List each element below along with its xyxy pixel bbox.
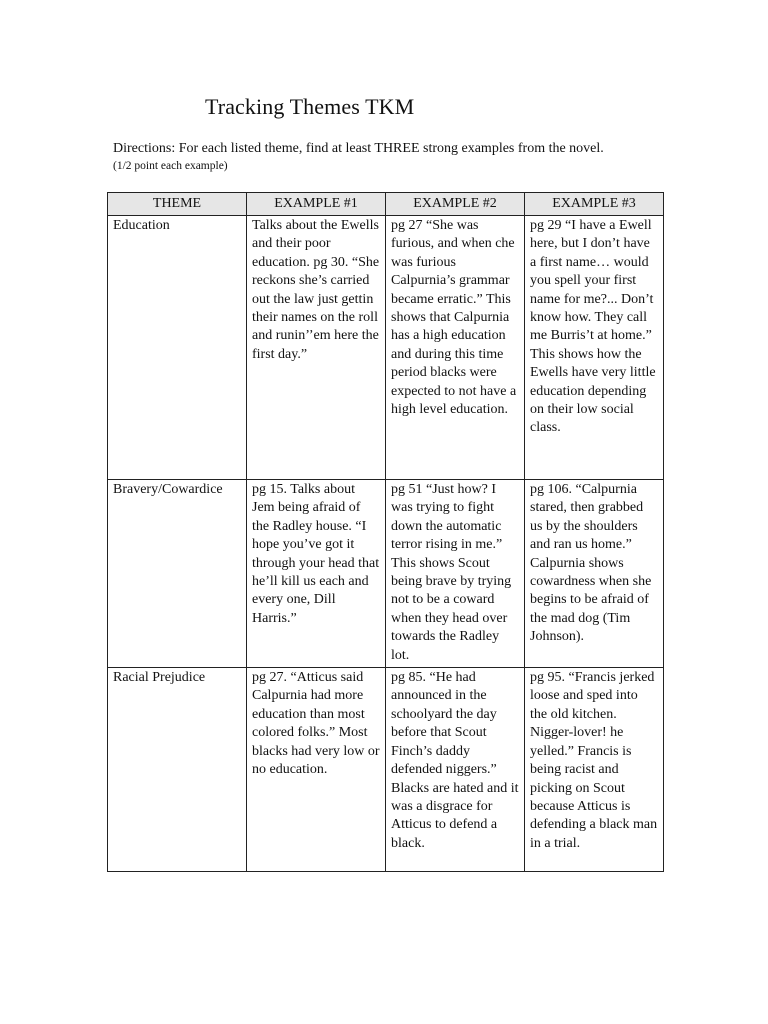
theme-cell: Bravery/Cowardice — [108, 480, 247, 668]
table-row — [108, 480, 664, 668]
example-cell: pg 95. “Francis jerked loose and sped into the old kitchen. Nigger-lover! he yelled.” Francis is being racist and picking on Scout because Atticus is defending a black man in a trial. — [525, 668, 664, 872]
header-example-2: EXAMPLE #2 — [386, 193, 525, 216]
table-row — [108, 668, 664, 872]
header-example-3: EXAMPLE #3 — [525, 193, 664, 216]
example-cell: pg 85. “He had announced in the schoolyard the day before that Scout Finch’s daddy defended niggers.” Blacks are hated and it was a disgrace for Atticus to defend a black. — [386, 668, 525, 872]
example-cell: pg 15. Talks about Jem being afraid of the Radley house. “I hope you’ve got it through your head that he’ll kill us each and every one, Dill Harris.” — [247, 480, 386, 668]
header-theme: THEME — [108, 193, 247, 216]
theme-cell: Racial Prejudice — [108, 668, 247, 872]
example-cell: pg 27 “She was furious, and when che was furious Calpurnia’s grammar became erratic.” This shows that Calpurnia has a high education and during this time period blacks were expected to not have a high level education. — [386, 216, 525, 480]
page-title: Tracking Themes TKM — [205, 94, 415, 119]
header-example-1: EXAMPLE #1 — [247, 193, 386, 216]
themes-table — [107, 192, 664, 872]
scoring-note: (1/2 point each example) — [113, 160, 228, 172]
example-cell: Talks about the Ewells and their poor education. pg 30. “She reckons she’s carried out the law just gettin their names on the roll and runin’’em here the first day.” — [247, 216, 386, 480]
directions-text: Directions: For each listed theme, find at least THREE strong examples from the novel. — [113, 141, 604, 156]
example-cell: pg 27. “Atticus said Calpurnia had more education than most colored folks.” Most blacks had very low or no education. — [247, 668, 386, 872]
theme-cell: Education — [108, 216, 247, 480]
example-cell: pg 51 “Just how? I was trying to fight down the automatic terror rising in me.” This shows Scout being brave by trying not to be a coward when they head over towards the Radley lot. — [386, 480, 525, 668]
example-cell: pg 29 “I have a Ewell here, but I don’t have a first name… would you spell your first name for me?... Don’t know how. They call me Burris’t at home.” This shows how the Ewells have very little education depending on their low social class. — [525, 216, 664, 480]
table-row — [108, 216, 664, 480]
example-cell: pg 106. “Calpurnia stared, then grabbed us by the shoulders and ran us home.” Calpurnia shows cowardness when she begins to be afraid of the mad dog (Tim Johnson). — [525, 480, 664, 668]
table-header-row — [108, 193, 664, 216]
